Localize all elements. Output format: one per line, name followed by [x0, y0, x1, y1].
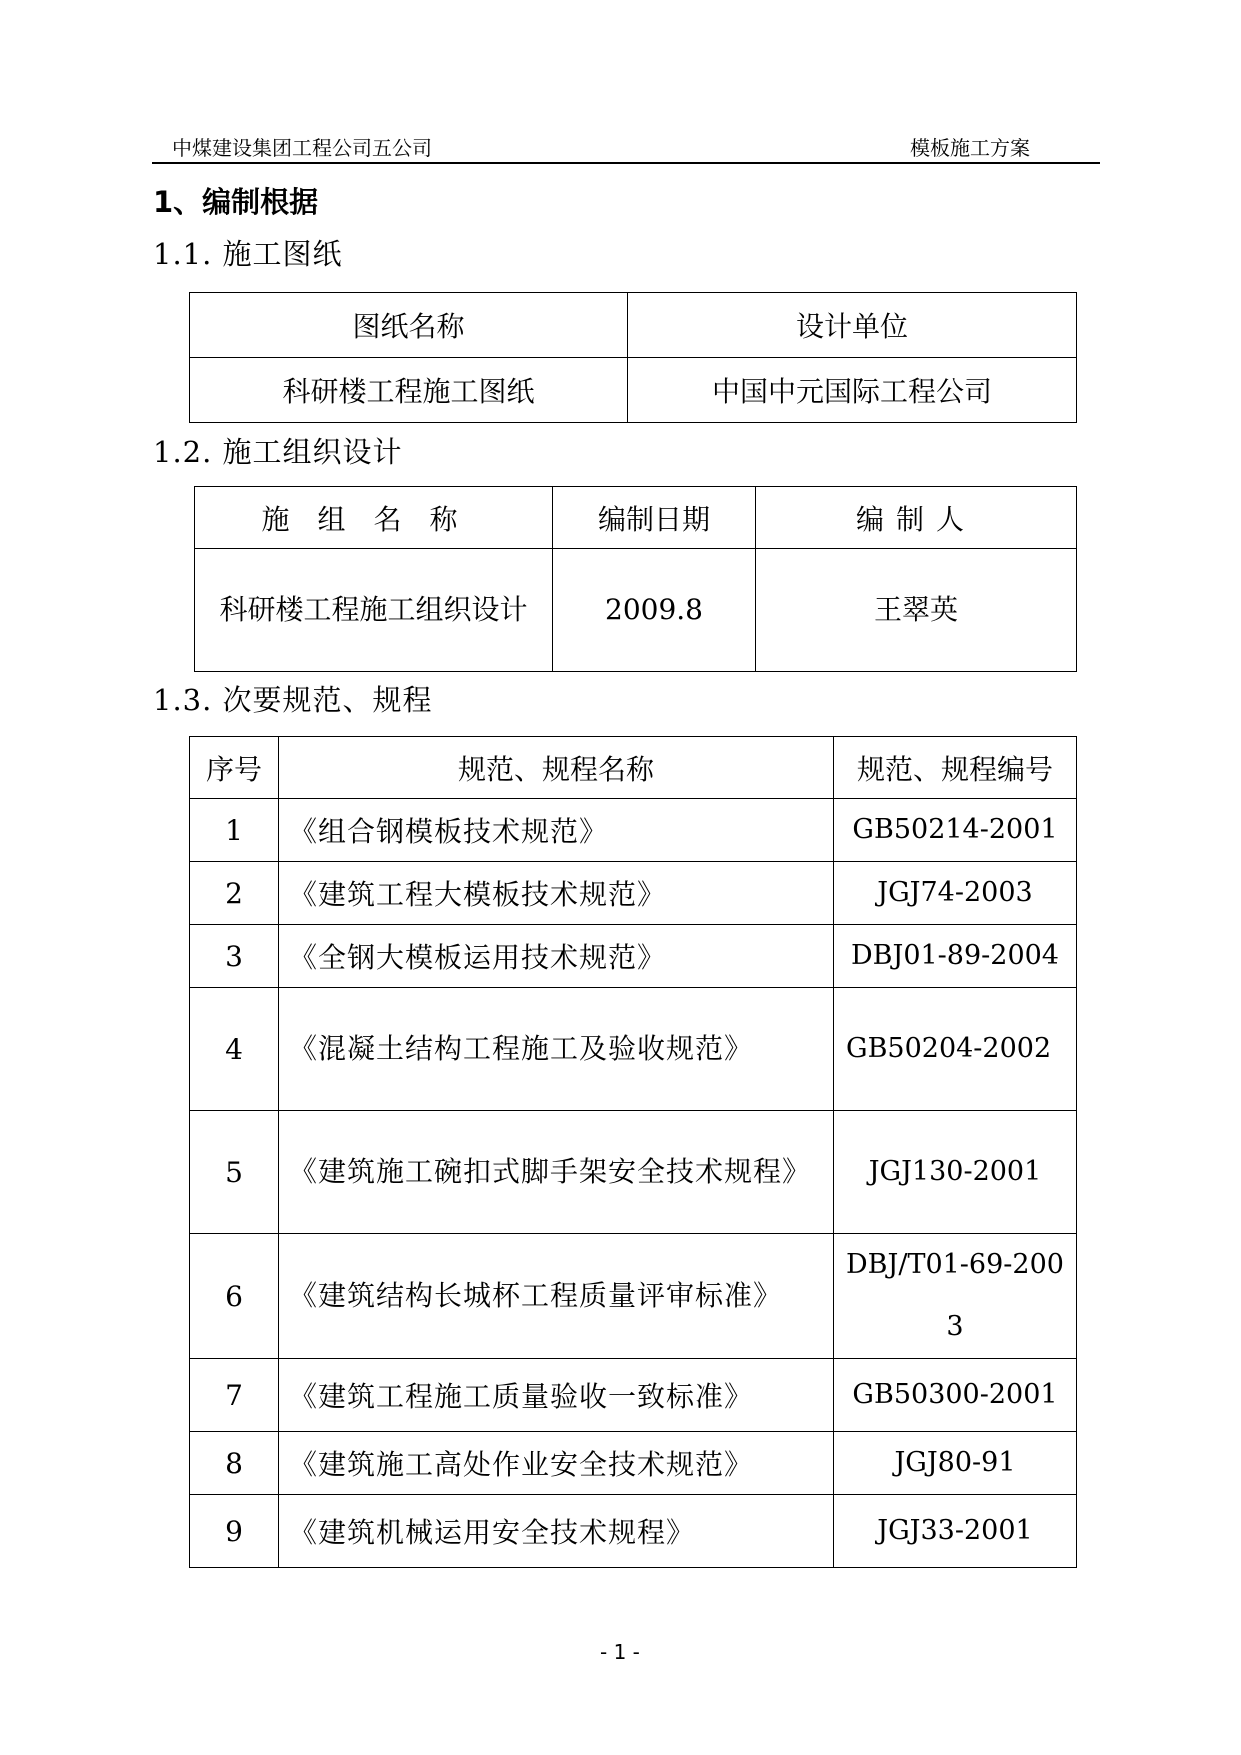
design-unit: 中国中元国际工程公司: [628, 358, 1077, 423]
table-header-row: [190, 293, 1077, 358]
org-design-date: 2009.8: [553, 549, 756, 672]
standard-code: JGJ80-91: [834, 1432, 1077, 1495]
column-header: 规范、规程编号: [834, 737, 1077, 799]
row-number: 1: [190, 799, 279, 862]
row-number: 4: [190, 988, 279, 1111]
table-row: [190, 925, 1077, 988]
table-row: [195, 549, 1077, 672]
drawings-heading: 1.1. 施工图纸: [153, 237, 343, 271]
table-row: [190, 1234, 1077, 1359]
standard-name: 《建筑施工碗扣式脚手架安全技术规程》: [279, 1111, 834, 1234]
standard-name: 《全钢大模板运用技术规范》: [279, 925, 834, 988]
standard-code: DBJ01-89-2004: [834, 925, 1077, 988]
standard-code: DBJ/T01-69-2003: [834, 1234, 1077, 1359]
page-number: - 1 -: [600, 1640, 640, 1664]
header-rule: [152, 162, 1100, 164]
row-number: 7: [190, 1359, 279, 1432]
table-row: [190, 1111, 1077, 1234]
section-title: 1、编制根据: [153, 185, 319, 219]
table-row: [190, 358, 1077, 423]
standard-code: GB50300-2001: [834, 1359, 1077, 1432]
row-number: 5: [190, 1111, 279, 1234]
row-number: 2: [190, 862, 279, 925]
standard-code: JGJ74-2003: [834, 862, 1077, 925]
standard-code: GB50204-2002: [834, 988, 1077, 1111]
table-row: [190, 799, 1077, 862]
org-design-name: 科研楼工程施工组织设计: [195, 549, 553, 672]
table-row: [190, 1359, 1077, 1432]
standards-heading: 1.3. 次要规范、规程: [153, 683, 433, 717]
row-number: 8: [190, 1432, 279, 1495]
org-design-table: [194, 486, 1077, 672]
org-design-heading: 1.2. 施工组织设计: [153, 435, 403, 469]
table-header-row: [190, 737, 1077, 799]
standard-name: 《建筑机械运用安全技术规程》: [279, 1495, 834, 1568]
org-design-author: 王翠英: [756, 549, 1077, 672]
standard-name: 《混凝土结构工程施工及验收规范》: [279, 988, 834, 1111]
column-header: 序号: [190, 737, 279, 799]
row-number: 6: [190, 1234, 279, 1359]
standard-code: JGJ33-2001: [834, 1495, 1077, 1568]
column-header: 规范、规程名称: [279, 737, 834, 799]
standard-code: JGJ130-2001: [834, 1111, 1077, 1234]
table-row: [190, 1495, 1077, 1568]
drawing-name: 科研楼工程施工图纸: [190, 358, 628, 423]
drawings-table: [189, 292, 1077, 423]
standard-name: 《建筑工程大模板技术规范》: [279, 862, 834, 925]
standard-name: 《组合钢模板技术规范》: [279, 799, 834, 862]
table-header-row: [195, 487, 1077, 549]
header-doc-title: 模板施工方案: [910, 136, 1030, 160]
table-row: [190, 988, 1077, 1111]
header-company: 中煤建设集团工程公司五公司: [172, 136, 432, 160]
column-header: 编制人: [756, 487, 1077, 549]
standard-code: GB50214-2001: [834, 799, 1077, 862]
row-number: 3: [190, 925, 279, 988]
table-row: [190, 862, 1077, 925]
column-header: 设计单位: [628, 293, 1077, 358]
table-row: [190, 1432, 1077, 1495]
standard-name: 《建筑施工高处作业安全技术规范》: [279, 1432, 834, 1495]
standard-name: 《建筑工程施工质量验收一致标准》: [279, 1359, 834, 1432]
standards-table: [189, 736, 1077, 1568]
standard-name: 《建筑结构长城杯工程质量评审标准》: [279, 1234, 834, 1359]
row-number: 9: [190, 1495, 279, 1568]
column-header: 编制日期: [553, 487, 756, 549]
column-header: 施组名称: [195, 487, 553, 549]
column-header: 图纸名称: [190, 293, 628, 358]
